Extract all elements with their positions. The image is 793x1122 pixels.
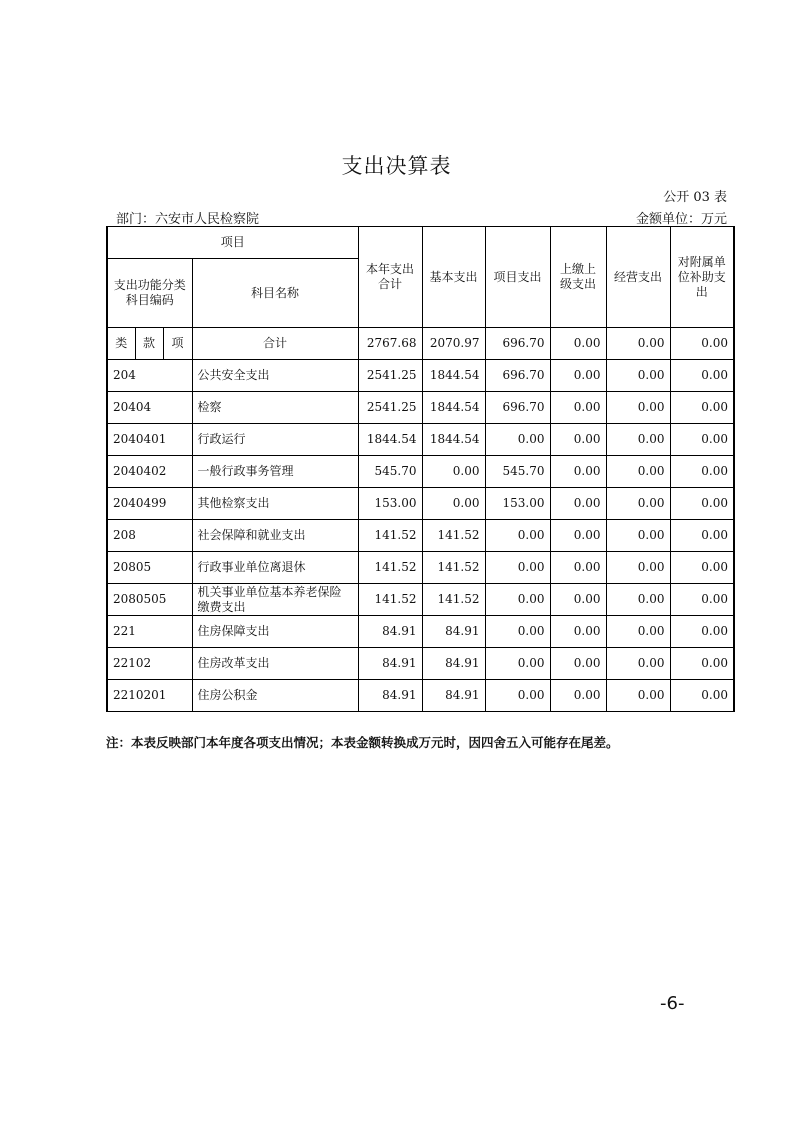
row-value: 0.00 xyxy=(550,552,606,584)
row-value: 0.00 xyxy=(670,520,734,552)
row-value: 0.00 xyxy=(670,360,734,392)
header-upper-exp: 上缴上级支出 xyxy=(550,227,606,328)
row-code: 2210201 xyxy=(107,680,192,712)
row-code: 2040401 xyxy=(107,424,192,456)
row-value: 0.00 xyxy=(670,456,734,488)
header-business-exp: 经营支出 xyxy=(606,227,670,328)
total-value: 0.00 xyxy=(550,328,606,360)
row-code: 2080505 xyxy=(107,584,192,616)
row-value: 0.00 xyxy=(550,360,606,392)
row-code: 208 xyxy=(107,520,192,552)
row-value: 0.00 xyxy=(485,680,550,712)
row-value: 141.52 xyxy=(358,584,422,616)
table-row xyxy=(107,392,734,424)
total-row xyxy=(107,328,734,360)
row-value: 1844.54 xyxy=(358,424,422,456)
row-value: 0.00 xyxy=(670,488,734,520)
row-value: 0.00 xyxy=(606,520,670,552)
table-row xyxy=(107,552,734,584)
row-value: 0.00 xyxy=(670,680,734,712)
row-value: 0.00 xyxy=(606,648,670,680)
row-value: 0.00 xyxy=(606,680,670,712)
table-row xyxy=(107,680,734,712)
header-total-exp: 本年支出合计 xyxy=(358,227,422,328)
row-value: 0.00 xyxy=(606,584,670,616)
row-value: 0.00 xyxy=(606,424,670,456)
row-value: 0.00 xyxy=(606,456,670,488)
form-number: 公开 03 表 xyxy=(663,190,727,205)
total-value: 0.00 xyxy=(606,328,670,360)
row-value: 2541.25 xyxy=(358,392,422,424)
row-subject-name: 住房公积金 xyxy=(192,680,358,712)
header-lei: 类 xyxy=(107,328,135,360)
row-subject-name: 住房保障支出 xyxy=(192,616,358,648)
row-value: 0.00 xyxy=(485,648,550,680)
table-row xyxy=(107,456,734,488)
row-value: 141.52 xyxy=(422,584,485,616)
header-func-code: 支出功能分类科目编码 xyxy=(107,259,192,328)
expenditure-table xyxy=(106,226,735,712)
row-code: 221 xyxy=(107,616,192,648)
row-value: 0.00 xyxy=(606,488,670,520)
total-value: 2070.97 xyxy=(422,328,485,360)
total-value: 2767.68 xyxy=(358,328,422,360)
row-value: 0.00 xyxy=(550,584,606,616)
row-value: 84.91 xyxy=(422,648,485,680)
row-value: 0.00 xyxy=(550,424,606,456)
row-value: 0.00 xyxy=(670,552,734,584)
row-code: 22102 xyxy=(107,648,192,680)
row-value: 0.00 xyxy=(606,552,670,584)
header-basic-exp: 基本支出 xyxy=(422,227,485,328)
row-value: 0.00 xyxy=(485,584,550,616)
row-value: 84.91 xyxy=(422,680,485,712)
row-value: 141.52 xyxy=(358,552,422,584)
table-row xyxy=(107,616,734,648)
table-row xyxy=(107,424,734,456)
row-subject-name: 社会保障和就业支出 xyxy=(192,520,358,552)
table-row xyxy=(107,360,734,392)
row-value: 545.70 xyxy=(485,456,550,488)
header-row-1 xyxy=(107,227,734,259)
row-subject-name: 其他检察支出 xyxy=(192,488,358,520)
row-subject-name: 住房改革支出 xyxy=(192,648,358,680)
table-row xyxy=(107,488,734,520)
row-code: 20805 xyxy=(107,552,192,584)
row-subject-name: 行政事业单位离退休 xyxy=(192,552,358,584)
row-value: 1844.54 xyxy=(422,360,485,392)
row-subject-name: 一般行政事务管理 xyxy=(192,456,358,488)
row-code: 204 xyxy=(107,360,192,392)
row-subject-name: 行政运行 xyxy=(192,424,358,456)
header-subsidy-exp: 对附属单位补助支出 xyxy=(670,227,734,328)
footnote: 注：本表反映部门本年度各项支出情况；本表金额转换成万元时，因四舍五入可能存在尾差。 xyxy=(106,735,619,750)
header-kuan: 款 xyxy=(135,328,163,360)
row-code: 20404 xyxy=(107,392,192,424)
table-row xyxy=(107,648,734,680)
row-value: 84.91 xyxy=(422,616,485,648)
row-subject-name: 检察 xyxy=(192,392,358,424)
total-label: 合计 xyxy=(192,328,358,360)
table-body xyxy=(107,227,734,712)
row-value: 0.00 xyxy=(485,424,550,456)
row-value: 1844.54 xyxy=(422,424,485,456)
row-value: 0.00 xyxy=(485,552,550,584)
table-row xyxy=(107,520,734,552)
row-value: 0.00 xyxy=(606,392,670,424)
row-value: 1844.54 xyxy=(422,392,485,424)
row-value: 0.00 xyxy=(670,616,734,648)
row-value: 84.91 xyxy=(358,616,422,648)
unit-label: 金额单位：万元 xyxy=(635,212,727,227)
row-value: 0.00 xyxy=(670,424,734,456)
row-subject-name: 机关事业单位基本养老保险缴费支出 xyxy=(192,584,358,616)
row-value: 0.00 xyxy=(550,680,606,712)
row-value: 84.91 xyxy=(358,648,422,680)
row-value: 0.00 xyxy=(606,616,670,648)
row-value: 0.00 xyxy=(670,648,734,680)
row-value: 0.00 xyxy=(485,520,550,552)
header-subject-name: 科目名称 xyxy=(192,259,358,328)
row-value: 0.00 xyxy=(485,616,550,648)
row-value: 0.00 xyxy=(550,616,606,648)
header-project-exp: 项目支出 xyxy=(485,227,550,328)
row-value: 0.00 xyxy=(670,584,734,616)
row-code: 2040402 xyxy=(107,456,192,488)
page-title: 支出决算表 xyxy=(341,154,452,178)
row-value: 0.00 xyxy=(422,488,485,520)
row-value: 0.00 xyxy=(550,520,606,552)
row-value: 0.00 xyxy=(606,360,670,392)
row-value: 545.70 xyxy=(358,456,422,488)
row-value: 0.00 xyxy=(550,648,606,680)
row-value: 153.00 xyxy=(485,488,550,520)
row-value: 696.70 xyxy=(485,360,550,392)
row-value: 0.00 xyxy=(670,392,734,424)
row-value: 141.52 xyxy=(422,520,485,552)
row-value: 2541.25 xyxy=(358,360,422,392)
row-value: 696.70 xyxy=(485,392,550,424)
page-number: -6- xyxy=(660,993,685,1014)
row-value: 141.52 xyxy=(422,552,485,584)
table-row xyxy=(107,584,734,616)
row-subject-name: 公共安全支出 xyxy=(192,360,358,392)
row-value: 0.00 xyxy=(422,456,485,488)
row-value: 0.00 xyxy=(550,392,606,424)
row-value: 141.52 xyxy=(358,520,422,552)
row-code: 2040499 xyxy=(107,488,192,520)
header-xiang: 项 xyxy=(163,328,192,360)
total-value: 696.70 xyxy=(485,328,550,360)
header-project: 项目 xyxy=(107,227,358,259)
department-label: 部门：六安市人民检察院 xyxy=(116,212,260,227)
row-value: 153.00 xyxy=(358,488,422,520)
row-value: 0.00 xyxy=(550,456,606,488)
row-value: 0.00 xyxy=(550,488,606,520)
row-value: 84.91 xyxy=(358,680,422,712)
total-value: 0.00 xyxy=(670,328,734,360)
